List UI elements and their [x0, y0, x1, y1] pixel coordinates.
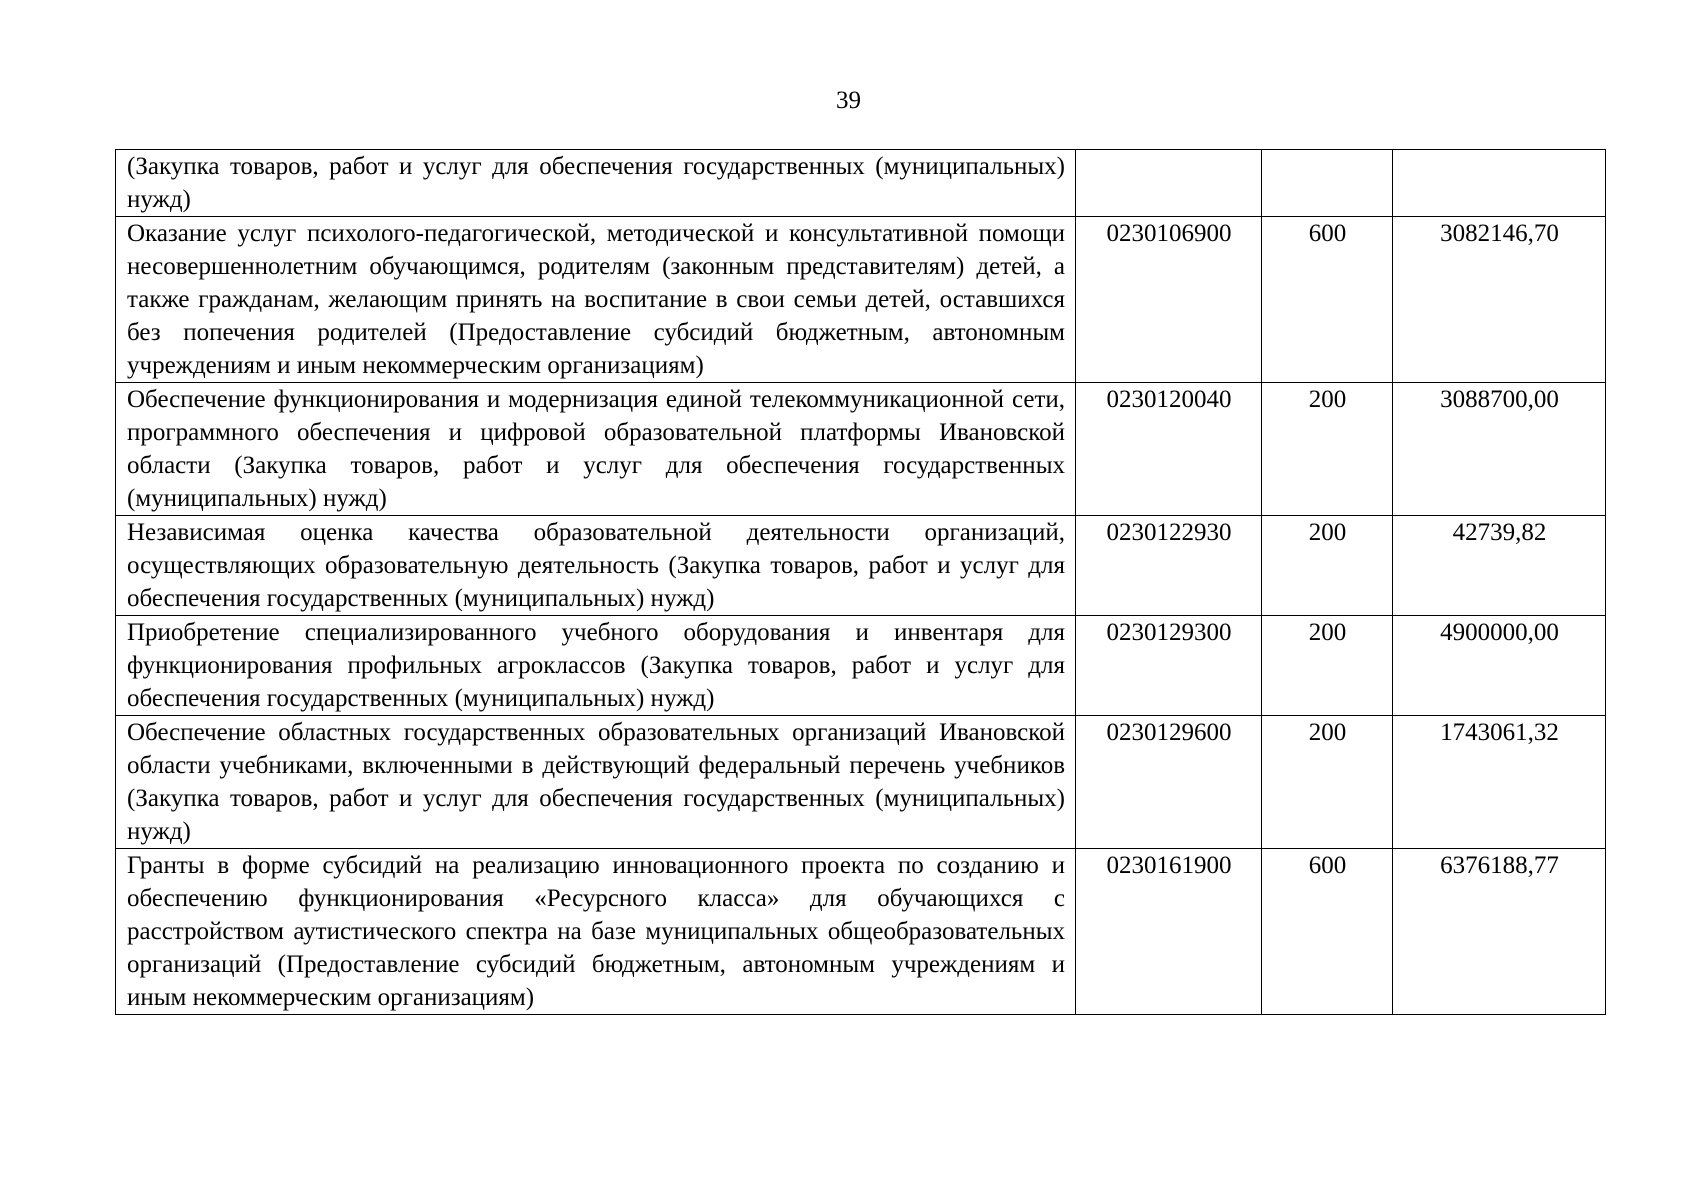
table-row	[116, 150, 1606, 217]
table-row	[116, 616, 1606, 716]
target-code-cell: 0230120040	[1076, 383, 1262, 516]
table-row	[116, 716, 1606, 849]
amount-cell: 3088700,00	[1393, 383, 1606, 516]
target-code-cell: 0230122930	[1076, 516, 1262, 616]
expense-type-cell: 200	[1262, 383, 1393, 516]
expense-type-cell: 200	[1262, 616, 1393, 716]
table-row	[116, 516, 1606, 616]
amount-cell: 6376188,77	[1393, 849, 1606, 1015]
expense-name-cell: Обеспечение областных государственных образовательных организаций Ивановской области учебниками, включенными в действующий федеральный перечень учебников (Закупка товаров, работ и услуг для обеспечения государственных (муниципальных) нужд)	[116, 716, 1076, 849]
expense-name-cell: Оказание услуг психолого-педагогической, методической и консультативной помощи несовершеннолетним обучающимся, родителям (законным представителям) детей, а также гражданам, желающим принять на воспитание в свои семьи детей, оставшихся без попечения родителей (Предоставление субсидий бюджетным, автономным учреждениям и иным некоммерческим организациям)	[116, 217, 1076, 383]
expense-type-cell: 600	[1262, 849, 1393, 1015]
expense-type-cell: 200	[1262, 516, 1393, 616]
target-code-cell: 0230129600	[1076, 716, 1262, 849]
amount-cell: 42739,82	[1393, 516, 1606, 616]
amount-cell: 3082146,70	[1393, 217, 1606, 383]
expense-name-cell: Гранты в форме субсидий на реализацию инновационного проекта по созданию и обеспечению функционирования «Ресурсного класса» для обучающихся с расстройством аутистического спектра на базе муниципальных общеобразовательных организаций (Предоставление субсидий бюджетным, автономным учреждениям и иным некоммерческим организациям)	[116, 849, 1076, 1015]
table-row	[116, 217, 1606, 383]
expense-type-cell: 600	[1262, 217, 1393, 383]
budget-table	[115, 149, 1606, 1015]
page-number: 39	[836, 87, 861, 114]
amount-cell	[1393, 150, 1606, 217]
expense-type-cell: 200	[1262, 716, 1393, 849]
table-row	[116, 383, 1606, 516]
expense-name-cell: Приобретение специализированного учебного оборудования и инвентаря для функционирования профильных агроклассов (Закупка товаров, работ и услуг для обеспечения государственных (муниципальных) нужд)	[116, 616, 1076, 716]
target-code-cell	[1076, 150, 1262, 217]
table-row	[116, 849, 1606, 1015]
target-code-cell: 0230129300	[1076, 616, 1262, 716]
target-code-cell: 0230106900	[1076, 217, 1262, 383]
expense-type-cell	[1262, 150, 1393, 217]
target-code-cell: 0230161900	[1076, 849, 1262, 1015]
amount-cell: 1743061,32	[1393, 716, 1606, 849]
expense-name-cell: Обеспечение функционирования и модернизация единой телекоммуникационной сети, программного обеспечения и цифровой образовательной платформы Ивановской области (Закупка товаров, работ и услуг для обеспечения государственных (муниципальных) нужд)	[116, 383, 1076, 516]
expense-name-cell: Независимая оценка качества образовательной деятельности организаций, осуществляющих образовательную деятельность (Закупка товаров, работ и услуг для обеспечения государственных (муниципальных) нужд)	[116, 516, 1076, 616]
expense-name-cell: (Закупка товаров, работ и услуг для обеспечения государственных (муниципальных) нужд)	[116, 150, 1076, 217]
amount-cell: 4900000,00	[1393, 616, 1606, 716]
